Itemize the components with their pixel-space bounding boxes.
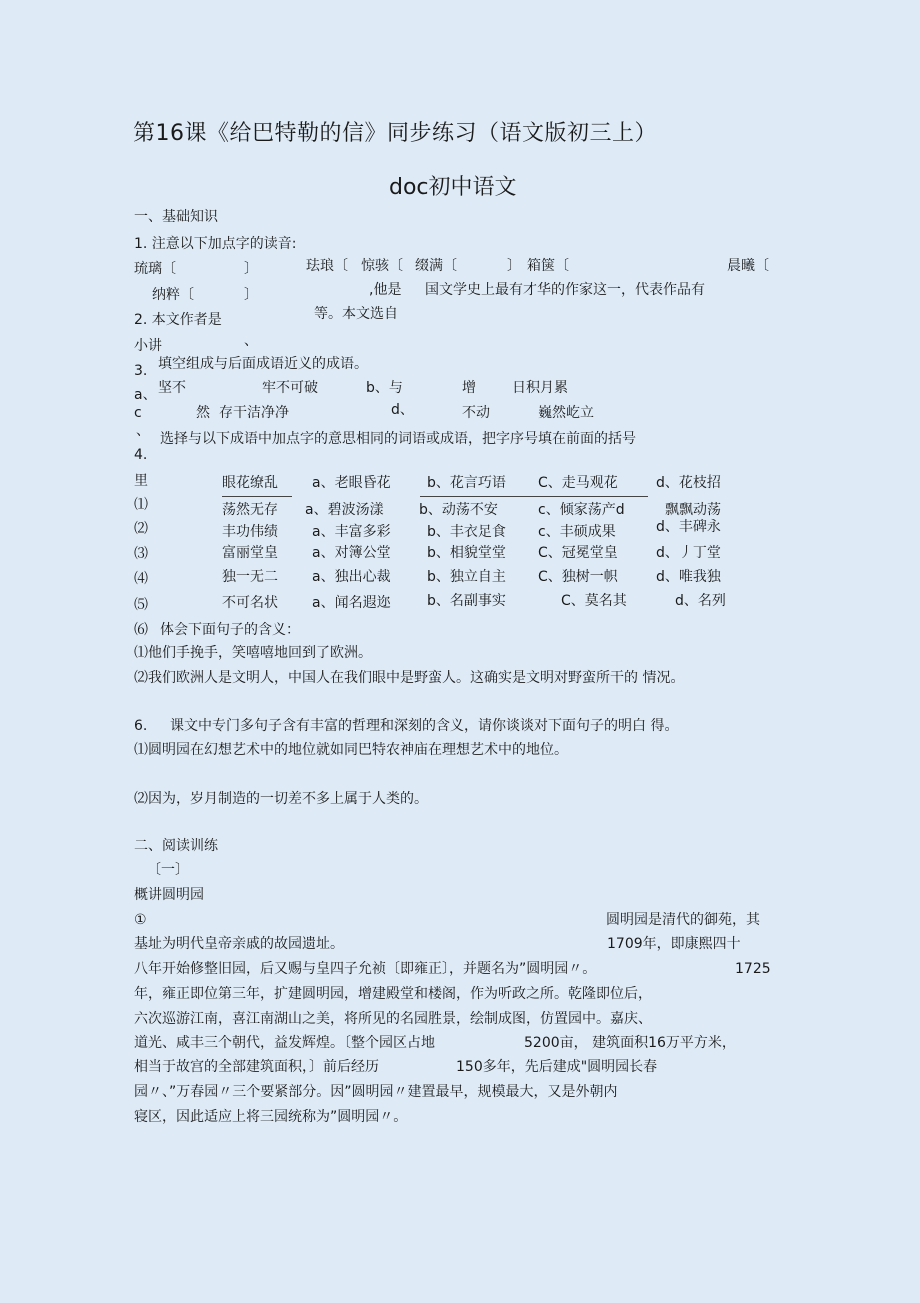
- q5-stem: 体会下面句子的含义：: [160, 622, 300, 638]
- q4-row-option: d、花枝招: [656, 475, 721, 491]
- q4-stem: 4.: [134, 447, 148, 463]
- article-line: 六次巡游江南，喜江南湖山之美，将所见的名园胜景，绘制成图，仿置园中。嘉庆、: [134, 1011, 652, 1027]
- q4-row-idiom: 荡然无存: [222, 502, 278, 518]
- q4-row-num: ⑹: [134, 622, 148, 638]
- q5-sentence-2: ⑵我们欧洲人是文明人，中国人在我们眼中是野蛮人。这确实是文明对野蛮所干的 情况。: [134, 670, 685, 686]
- section-heading-reading: 二、阅读训练: [134, 838, 218, 854]
- q1-item: 晨曦〔: [727, 258, 769, 274]
- q4-row-option: a、独出心裁: [312, 569, 391, 585]
- q4-row-option: a、对簿公堂: [312, 545, 391, 561]
- article-line: 150多年，先后建成"圆明园长春: [456, 1059, 658, 1075]
- q4-row-option: a、丰富多彩: [312, 524, 391, 540]
- q1-item: 纳粹〔: [152, 287, 194, 303]
- article-title: 概讲圆明园: [134, 887, 204, 903]
- article-line: 年，雍正即位第三年，扩建圆明园，增建殿堂和楼阁，作为听政之所。乾隆即位后，: [134, 986, 652, 1002]
- article-line: 1725: [735, 961, 771, 977]
- q3-a1: 坚不: [158, 380, 186, 396]
- divider: [420, 496, 648, 497]
- q4-mark: 、: [136, 423, 150, 439]
- q4-row-idiom: 富丽堂皇: [222, 545, 278, 561]
- article-line: 八年开始修整旧园，后又赐与皇四子允祯〔即雍正〕，并题名为”圆明园〃。: [134, 961, 597, 977]
- q1-stem: 1. 注意以下加点字的读音:: [134, 236, 297, 252]
- q2-part: 、: [244, 333, 258, 349]
- q2-part: ,他是: [369, 282, 402, 298]
- article-line: 道光、咸丰三个朝代，益发辉煌。〔整个园区占地: [134, 1035, 435, 1051]
- q4-li: 里: [134, 473, 148, 489]
- q1-item: 箱箧〔: [527, 258, 569, 274]
- q4-row-option: C、走马观花: [538, 475, 618, 491]
- q4-row-option: 飘飘动荡: [665, 502, 721, 518]
- q1-item: 〕: [507, 258, 521, 274]
- article-line: 1709年，即康熙四十: [607, 936, 741, 952]
- q2-stem: 2. 本文作者是: [134, 312, 222, 328]
- q4-row-option: b、动荡不安: [419, 502, 498, 518]
- q3-a-label: a、: [134, 387, 157, 403]
- page-title: 第16课《给巴特勒的信》同步练习（语文版初三上）: [133, 121, 657, 146]
- q4-instruction: 选择与以下成语中加点字的意思相同的词语或成语，把字序号填在前面的括号: [160, 431, 636, 447]
- q3-d2: 不动: [462, 405, 490, 421]
- divider: [222, 496, 292, 497]
- q2-part: 小讲: [134, 338, 162, 354]
- q4-row-option: d、丿丁堂: [656, 545, 721, 561]
- section-heading-basics: 一、基础知识: [134, 209, 218, 225]
- article-line: 5200亩， 建筑面积16万平方米，: [524, 1035, 736, 1051]
- q4-row-num: ⑸: [134, 597, 148, 613]
- q1-item: 惊骇〔: [361, 258, 403, 274]
- q1-item: 缀满〔: [415, 258, 457, 274]
- q4-row-idiom: 丰功伟绩: [222, 524, 278, 540]
- q3-b3: 日积月累: [512, 380, 568, 396]
- q2-part: 国文学史上最有才华的作家这一，代表作品有: [425, 282, 705, 298]
- q4-row-num: ⑵: [134, 521, 148, 537]
- q3-stem: 3.: [134, 363, 148, 379]
- q3-c1: 然: [196, 405, 210, 421]
- q4-row-option: d、名列: [675, 593, 726, 609]
- q4-row-option: d、丰碑永: [656, 519, 721, 535]
- q1-item: 珐琅〔: [306, 258, 348, 274]
- q1-item: 〕: [244, 261, 258, 277]
- q4-row-option: C、冠冕堂皇: [538, 545, 618, 561]
- q4-row-option: a、老眼昏花: [312, 475, 391, 491]
- page-subtitle: doc初中语文: [389, 175, 517, 200]
- q2-part: 等。本文选自: [314, 306, 398, 322]
- reading-sub-heading: 〔一〕: [147, 862, 189, 878]
- q4-row-option: b、花言巧语: [427, 475, 506, 491]
- q4-row-option: a、闻名遐迩: [312, 595, 391, 611]
- q6-num: 6.: [134, 718, 148, 734]
- q4-row-option: b、相貌堂堂: [427, 545, 506, 561]
- q4-row-option: b、名副事实: [427, 593, 506, 609]
- q4-row-num: ⑶: [134, 546, 148, 562]
- q3-b2: 增: [462, 380, 476, 396]
- q6-sentence-2: ⑵因为，岁月制造的一切差不多上属于人类的。: [134, 791, 428, 807]
- article-line: 圆明园是清代的御苑，其: [606, 912, 760, 928]
- q3-d3: 巍然屹立: [538, 405, 594, 421]
- q4-row-option: a、碧波汤漾: [305, 502, 384, 518]
- q3-c2: 存干洁净净: [219, 405, 289, 421]
- q5-sentence-1: ⑴他们手挽手，笑嘻嘻地回到了欧洲。: [134, 645, 372, 661]
- q4-row-option: b、独立自主: [427, 569, 506, 585]
- paragraph-mark: ①: [134, 912, 147, 928]
- q1-item: 琉璃〔: [134, 261, 176, 277]
- q4-row-option: C、莫名其: [561, 593, 627, 609]
- q3-c-label: c: [134, 405, 142, 421]
- q4-row-option: d、唯我独: [656, 569, 721, 585]
- article-line: 园〃、”万春园〃三个要紧部分。因”圆明园〃建置最早，规模最大，又是外朝内: [134, 1084, 618, 1100]
- q4-row-option: b、丰衣足食: [427, 524, 506, 540]
- article-line: 相当于故宫的全部建筑面积，〕前后经历: [134, 1059, 379, 1075]
- article-line: 基址为明代皇帝亲戚的故园遗址。: [134, 936, 344, 952]
- q4-row-option: c、倾家荡产d: [538, 502, 625, 518]
- q3-d1: d、: [391, 402, 414, 418]
- q6-stem: 课文中专门多句子含有丰富的哲理和深刻的含义，请你谈谈对下面句子的明白 得。: [170, 718, 679, 734]
- q3-instruction: 填空组成与后面成语近义的成语。: [158, 356, 368, 372]
- q1-item: 〕: [244, 287, 258, 303]
- q4-row-num: ⑷: [134, 571, 148, 587]
- q4-row-idiom: 独一无二: [222, 569, 278, 585]
- q4-row-option: C、独树一帜: [538, 569, 618, 585]
- q3-a2: 牢不可破: [262, 380, 318, 396]
- q6-sentence-1: ⑴圆明园在幻想艺术中的地位就如同巴特农神庙在理想艺术中的地位。: [134, 742, 568, 758]
- q4-row-idiom: 眼花缭乱: [222, 475, 278, 491]
- article-line: 寝区，因此适应上将三园统称为”圆明园〃。: [134, 1109, 408, 1125]
- q4-row-option: c、丰硕成果: [538, 524, 616, 540]
- q3-b1: b、与: [366, 380, 403, 396]
- q4-row-idiom: 不可名状: [222, 595, 278, 611]
- q4-row-num: ⑴: [134, 497, 148, 513]
